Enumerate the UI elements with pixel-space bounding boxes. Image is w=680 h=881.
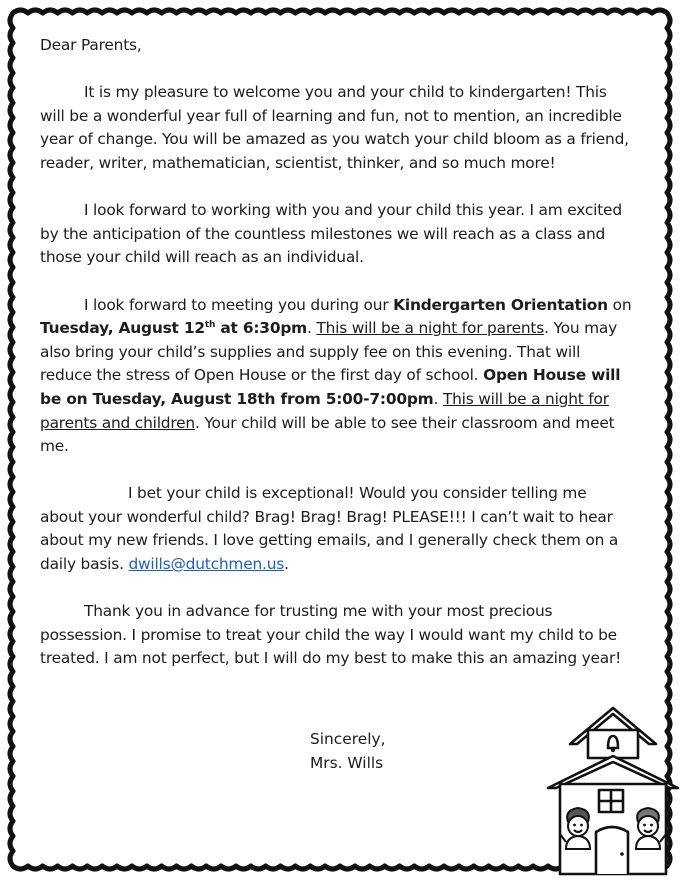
- family-night-note: This will be a night for parents and children: [40, 389, 609, 432]
- orientation-date: Tuesday, August 12th at 6:30pm: [40, 319, 307, 338]
- paragraph-brag: I bet your child is exceptional! Would you consider telling me about your wonderful child? Brag! Brag! Brag! PLEASE!!! I can’t wait to hear about my new friends. I love getting emails, and I generally check them on a daily basis. dwills@dutchmen.us.: [40, 484, 619, 574]
- paragraph-milestones: I look forward to working with you and your child this year. I am excited by the anticipation of the countless milestones we will reach as a class and those your child will reach as an individual.: [40, 201, 622, 267]
- paragraph-welcome: It is my pleasure to welcome you and your child to kindergarten! This will be a wonderful year full of learning and fun, not to mention, an incredible year of change. You will be amazed as you watch your child bloom as a friend, reader, writer, mathematician, scientist, thinker, and so much more!: [40, 83, 629, 172]
- closing-text: Sincerely,: [310, 730, 386, 748]
- paragraph-orientation: I look forward to meeting you during our Kindergarten Orientation on Tuesday, August 12th at 6:30pm. This will be a night for parents. You may also bring your child’s supplies and supply fee on this evening. That will reduce the stress of Open House or the first day of school. Open House will be on Tuesday, August 18th from 5:00-7:00pm. This will be a night for parents and children. Your child will be able to see their classroom and meet me.: [40, 295, 632, 456]
- closing-block: [310, 728, 385, 775]
- parents-night-note: This will be a night for parents: [316, 319, 545, 338]
- greeting: Dear Parents,: [40, 36, 142, 54]
- signature: Mrs. Wills: [310, 753, 384, 772]
- orientation-event: Kindergarten Orientation: [393, 295, 608, 314]
- window-icon: [599, 790, 623, 812]
- paragraph-thanks: Thank you in advance for trusting me with your most precious possession. I promise to treat your child the way I would want my child to be treated. I am not perfect, but I will do my best to make this an amazing year!: [40, 602, 622, 668]
- letter-body: [40, 34, 632, 671]
- open-house-event: Open House will be on Tuesday, August 18th from 5:00-7:00pm: [40, 366, 621, 408]
- schoolhouse-icon: [546, 704, 680, 876]
- email-link[interactable]: dwills@dutchmen.us: [128, 555, 285, 574]
